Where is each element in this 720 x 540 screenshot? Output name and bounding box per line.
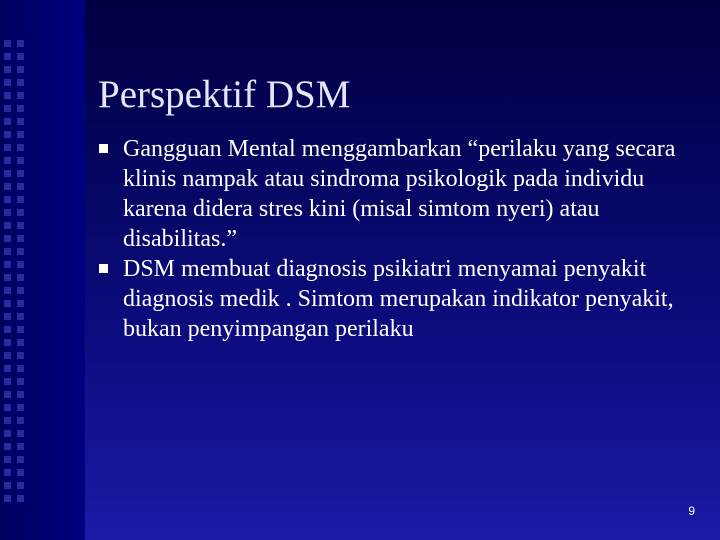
bullet-text: DSM membuat diagnosis psikiatri menyamai penyakit diagnosis medik . Simtom merupakan indikator penyakit, bukan penyimpangan perilaku (123, 256, 674, 342)
decorative-square (17, 66, 24, 73)
decorative-square (17, 391, 24, 398)
decorative-square (4, 144, 11, 151)
decorative-square (4, 157, 11, 164)
decorative-square-column-2 (17, 40, 27, 508)
decorative-square (17, 209, 24, 216)
decorative-square (17, 79, 24, 86)
decorative-square (17, 456, 24, 463)
square-bullet-icon (99, 144, 108, 153)
decorative-square (17, 287, 24, 294)
decorative-square (17, 482, 24, 489)
decorative-square (4, 183, 11, 190)
decorative-square (17, 326, 24, 333)
decorative-square (4, 469, 11, 476)
decorative-square (17, 92, 24, 99)
decorative-square (17, 40, 24, 47)
decorative-square (4, 495, 11, 502)
decorative-square (17, 261, 24, 268)
decorative-square (17, 157, 24, 164)
decorative-square (17, 131, 24, 138)
decorative-square (4, 300, 11, 307)
left-decoration-band (0, 0, 85, 540)
decorative-square (17, 404, 24, 411)
decorative-square (4, 313, 11, 320)
decorative-square (17, 365, 24, 372)
decorative-square (17, 222, 24, 229)
bullet-item (97, 134, 707, 254)
page-number: 9 (688, 504, 695, 518)
decorative-square (4, 326, 11, 333)
decorative-square (4, 248, 11, 255)
decorative-square (4, 170, 11, 177)
decorative-square (4, 482, 11, 489)
decorative-square (17, 53, 24, 60)
decorative-square (4, 443, 11, 450)
decorative-square (17, 183, 24, 190)
bullet-list (97, 134, 707, 344)
decorative-square (4, 261, 11, 268)
decorative-square (4, 131, 11, 138)
decorative-square (17, 430, 24, 437)
decorative-square (17, 105, 24, 112)
decorative-square (4, 352, 11, 359)
decorative-square (4, 430, 11, 437)
decorative-square (4, 274, 11, 281)
slide-title: Perspektif DSM (98, 73, 351, 116)
bullet-item (97, 254, 707, 344)
decorative-square (4, 196, 11, 203)
decorative-square-column-1 (4, 40, 14, 508)
decorative-square (4, 404, 11, 411)
decorative-square (4, 66, 11, 73)
decorative-square (4, 378, 11, 385)
decorative-square (4, 40, 11, 47)
decorative-square (4, 391, 11, 398)
decorative-square (17, 144, 24, 151)
decorative-square (4, 417, 11, 424)
square-bullet-icon (99, 264, 108, 273)
decorative-square (17, 274, 24, 281)
decorative-square (17, 235, 24, 242)
decorative-square (17, 339, 24, 346)
decorative-square (17, 352, 24, 359)
decorative-square (17, 313, 24, 320)
decorative-square (17, 300, 24, 307)
decorative-square (4, 53, 11, 60)
decorative-square (4, 79, 11, 86)
decorative-square (4, 209, 11, 216)
decorative-square (17, 378, 24, 385)
decorative-square (4, 222, 11, 229)
decorative-square (4, 365, 11, 372)
decorative-square (4, 105, 11, 112)
decorative-square (4, 456, 11, 463)
decorative-square (17, 495, 24, 502)
decorative-square (17, 248, 24, 255)
decorative-square (4, 339, 11, 346)
decorative-square (17, 469, 24, 476)
decorative-square (17, 443, 24, 450)
decorative-square (17, 170, 24, 177)
decorative-square (4, 118, 11, 125)
decorative-square (4, 92, 11, 99)
decorative-square (17, 118, 24, 125)
decorative-square (4, 287, 11, 294)
decorative-square (4, 235, 11, 242)
decorative-square (17, 417, 24, 424)
decorative-square (17, 196, 24, 203)
bullet-text: Gangguan Mental menggambarkan “perilaku yang secara klinis nampak atau sindroma psikologik pada individu karena didera stres kini (misal simtom nyeri) atau disabilitas.” (123, 136, 676, 252)
